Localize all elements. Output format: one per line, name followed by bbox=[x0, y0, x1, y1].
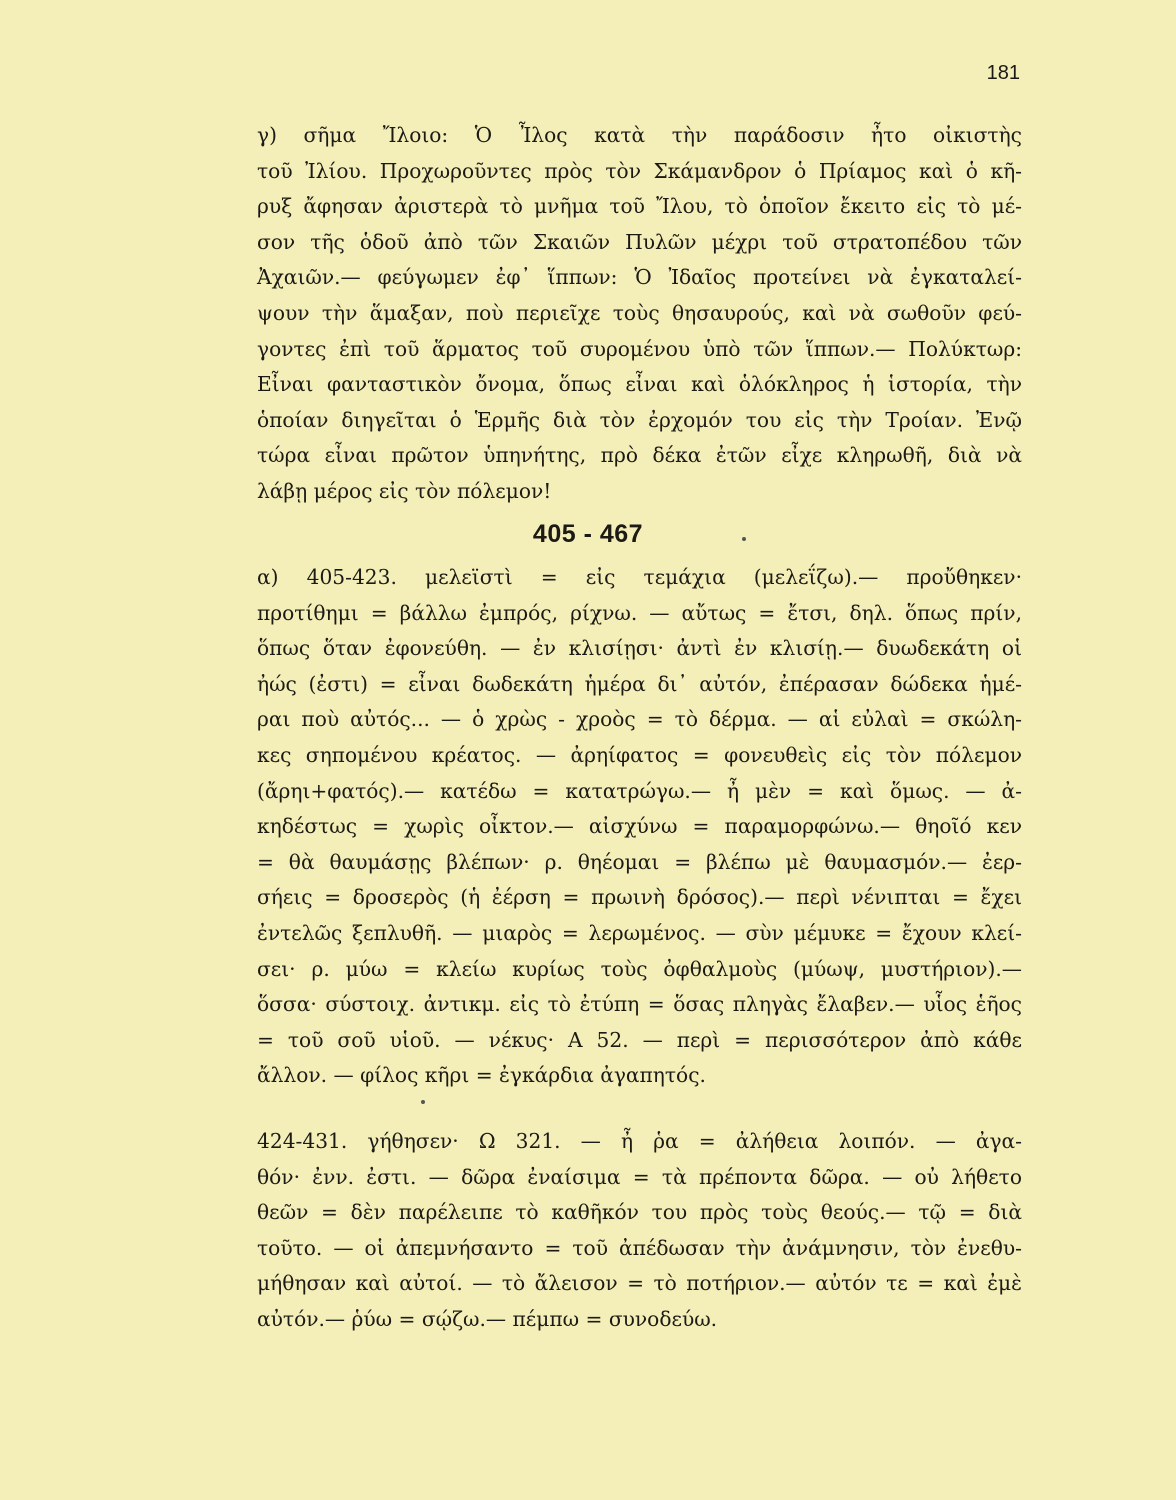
text-line: Εἶναι φανταστικὸν ὄνομα, ὅπως εἶναι καὶ ὁλόκληρος ἡ ἱστορία, τὴν bbox=[257, 372, 1022, 397]
text-line: θόν· ἐνν. ἐστι. — δῶρα ἐναίσιμα = τὰ πρέποντα δῶρα. — οὐ λήθετο bbox=[257, 1164, 1022, 1189]
text-line: ρυξ ἄφησαν ἀριστερὰ τὸ μνῆμα τοῦ Ἴλου, τὸ ὁποῖον ἔκειτο εἰς τὸ μέ- bbox=[257, 194, 1022, 219]
text-line: ὅσσα· σύστοιχ. ἀντικμ. εἰς τὸ ἐτύπη = ὅσας πληγὰς ἔλαβεν.— υἷος ἑῆος bbox=[257, 992, 1022, 1017]
text-line: = τοῦ σοῦ υἱοῦ. — νέκυς· Α 52. — περὶ = περισσότερον ἀπὸ κάθε bbox=[257, 1027, 1022, 1052]
text-line: σει· ρ. μύω = κλείω κυρίως τοὺς ὀφθαλμοὺς (μύωψ, μυστήριον).— bbox=[257, 956, 1022, 981]
text-line: ἐντελῶς ξεπλυθῆ. — μιαρὸς = λερωμένος. — σὺν μέμυκε = ἔχουν κλεί- bbox=[257, 920, 1022, 945]
commentary-paragraph-1 bbox=[257, 118, 1022, 510]
text-line: ψουν τὴν ἅμαξαν, ποὺ περιεῖχε τοὺς θησαυρούς, καὶ νὰ σωθοῦν φεύ- bbox=[257, 300, 1022, 325]
text-line: ὅπως ὅταν ἐφονεύθη. — ἐν κλισίῃσι· ἀντὶ ἐν κλισίῃ.— δυωδεκάτη οἱ bbox=[257, 636, 1022, 661]
text-line: α) 405-423. μελεϊστὶ = εἰς τεμάχια (μελεΐζω).— προὔθηκεν· bbox=[257, 565, 1022, 589]
ink-speck bbox=[421, 1100, 425, 1104]
text-line: Ἀχαιῶν.— φεύγωμεν ἐφ᾽ ἵππων: Ὁ Ἰδαῖος προτείνει νὰ ἐγκαταλεί- bbox=[257, 265, 1022, 290]
text-line: τοῦ Ἰλίου. Προχωροῦντες πρὸς τὸν Σκάμανδρον ὁ Πρίαμος καὶ ὁ κῆ- bbox=[257, 158, 1022, 183]
text-line: αὐτόν.— ῥύω = σῴζω.— πέμπω = συνοδεύω. bbox=[257, 1306, 718, 1331]
text-line: θεῶν = δὲν παρέλειπε τὸ καθῆκόν του πρὸς τοὺς θεούς.— τῷ = διὰ bbox=[257, 1200, 1022, 1225]
ink-speck bbox=[742, 537, 746, 541]
text-line: γ) σῆμα Ἴλοιο: Ὁ Ἶλος κατὰ τὴν παράδοσιν ἦτο οἰκιστὴς bbox=[257, 123, 1022, 147]
text-line: ραι ποὺ αὐτός... — ὁ χρὼς - χροὸς = τὸ δέρμα. — αἱ εὐλαὶ = σκώλη- bbox=[257, 707, 1022, 732]
section-heading: 405 - 467 bbox=[532, 520, 644, 548]
text-line: 424-431. γήθησεν· Ω 321. — ἦ ῥα = ἀλήθεια λοιπόν. — ἀγα- bbox=[257, 1129, 1022, 1153]
text-line: κες σηπομένου κρέατος. — ἀρηίφατος = φονευθεὶς εἰς τὸν πόλεμον bbox=[257, 742, 1022, 767]
text-line: ἄλλον. — φίλος κῆρι = ἐγκάρδια ἀγαπητός. bbox=[257, 1063, 706, 1088]
text-line: προτίθημι = βάλλω ἐμπρός, ρίχνω. — αὔτως = ἔτσι, δηλ. ὅπως πρίν, bbox=[257, 600, 1022, 625]
text-line: γοντες ἐπὶ τοῦ ἅρματος τοῦ συρομένου ὑπὸ τῶν ἵππων.— Πολύκτωρ: bbox=[257, 336, 1022, 361]
commentary-paragraph-2 bbox=[257, 560, 1022, 1094]
text-line: ὁποίαν διηγεῖται ὁ Ἑρμῆς διὰ τὸν ἐρχομόν του εἰς τὴν Τροίαν. Ἐνῷ bbox=[257, 407, 1022, 432]
text-line: τώρα εἶναι πρῶτον ὑπηνήτης, πρὸ δέκα ἐτῶν εἶχε κληρωθῆ, διὰ νὰ bbox=[257, 443, 1022, 468]
text-line: λάβῃ μέρος εἰς τὸν πόλεμον! bbox=[257, 478, 552, 503]
text-line: (ἄρηι+φατός).— κατέδω = κατατρώγω.— ἦ μὲν = καὶ ὅμως. — ἀ- bbox=[257, 778, 1022, 803]
text-line: τοῦτο. — οἱ ἀπεμνήσαντο = τοῦ ἀπέδωσαν τὴν ἀνάμνησιν, τὸν ἐνεθυ- bbox=[257, 1235, 1022, 1260]
text-line: ἠώς (ἐστι) = εἶναι δωδεκάτη ἡμέρα δι᾽ αὐτόν, ἐπέρασαν δώδεκα ἡμέ- bbox=[257, 671, 1022, 696]
commentary-paragraph-3 bbox=[257, 1124, 1022, 1338]
text-line: μήθησαν καὶ αὐτοί. — τὸ ἄλεισον = τὸ ποτήριον.— αὐτόν τε = καὶ ἐμὲ bbox=[257, 1271, 1022, 1296]
text-line: κηδέστως = χωρὶς οἶκτον.— αἰσχύνω = παραμορφώνω.— θηοῖό κεν bbox=[257, 814, 1022, 839]
text-line: = θὰ θαυμάσῃς βλέπων· ρ. θηέομαι = βλέπω μὲ θαυμασμόν.— ἐερ- bbox=[257, 849, 1022, 874]
text-line: σον τῆς ὁδοῦ ἀπὸ τῶν Σκαιῶν Πυλῶν μέχρι τοῦ στρατοπέδου τῶν bbox=[257, 229, 1022, 254]
page-number: 181 bbox=[986, 62, 1020, 84]
text-line: σήεις = δροσερὸς (ἡ ἐέρση = πρωινὴ δρόσος).— περὶ νένιπται = ἔχει bbox=[257, 885, 1022, 910]
